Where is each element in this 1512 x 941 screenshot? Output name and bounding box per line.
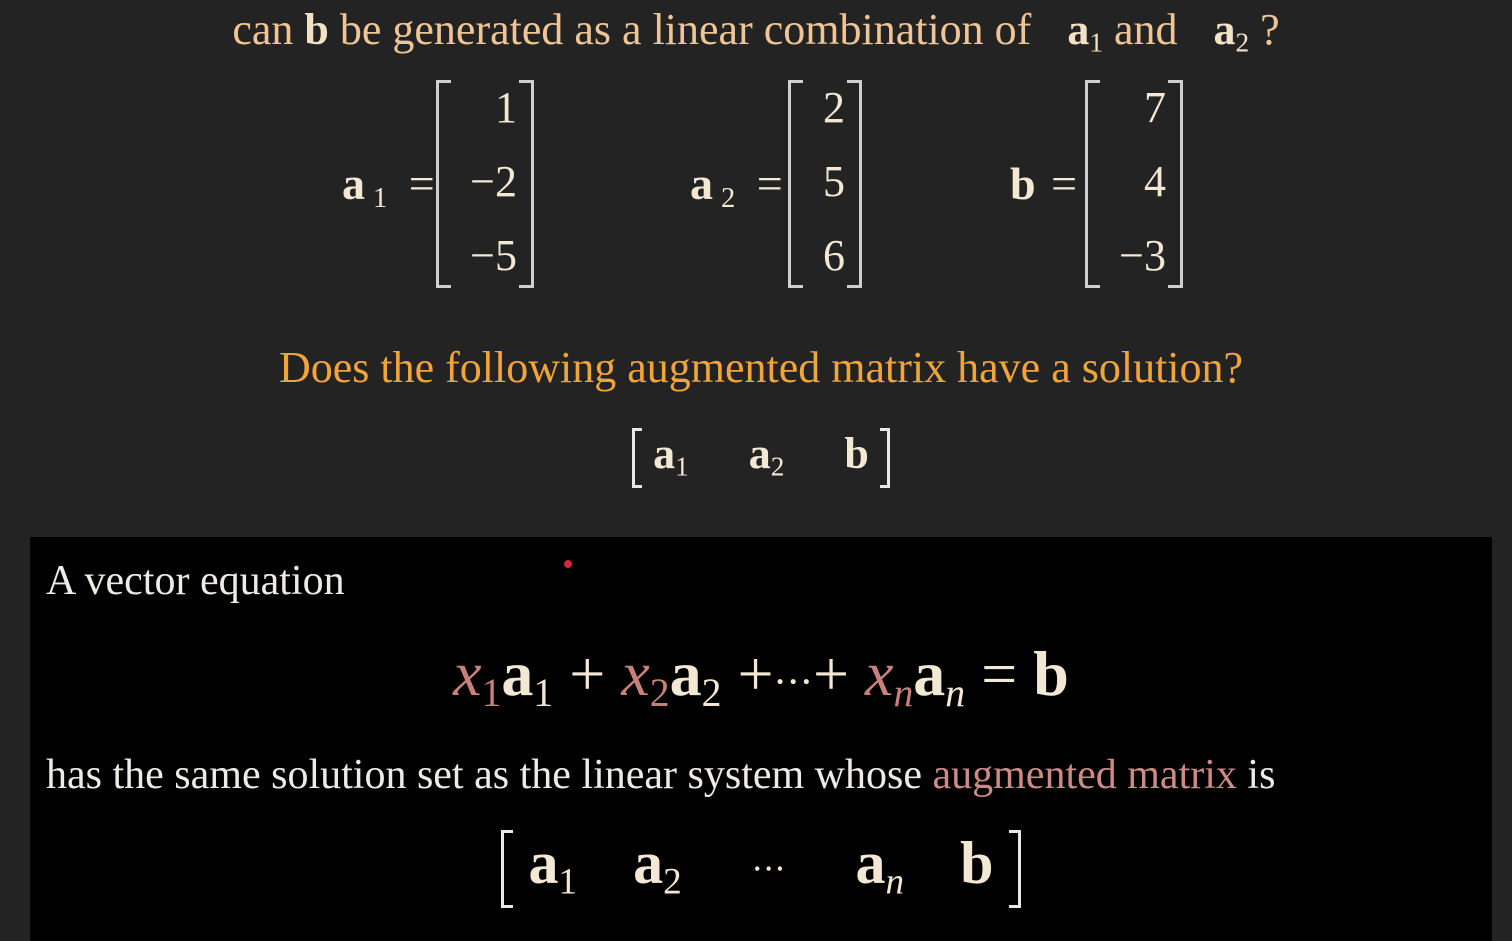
vector-a1-equals: =	[408, 158, 435, 209]
question-line	[0, 4, 1512, 58]
question-a1: a	[1067, 5, 1090, 54]
eq-plus: +	[569, 638, 606, 709]
vector-b-matrix	[1085, 80, 1183, 288]
vector-a1-label	[342, 157, 435, 214]
vector-a1-entry: 1	[495, 83, 517, 132]
question-mid: be generated as a linear combination of	[339, 5, 1032, 54]
question-and: and	[1113, 5, 1178, 54]
question-a2-sub: 2	[1235, 27, 1250, 58]
eq-dots: ⋅⋅⋅	[773, 662, 813, 704]
aug-col-a1-sub: 1	[675, 451, 689, 482]
vector-b-entry: −3	[1119, 231, 1166, 280]
question-a2: a	[1213, 5, 1236, 54]
vector-a2-sub: 2	[721, 182, 736, 214]
augmented-matrix-question: Does the following augmented matrix have a solution?	[278, 343, 1244, 392]
right-bracket	[880, 428, 890, 488]
panel-text-highlight: augmented matrix	[932, 752, 1237, 798]
gen-aug-an-sub: n	[885, 861, 905, 903]
eq-x1-sub: 1	[481, 671, 502, 716]
vector-equation	[30, 637, 1492, 716]
question-a1-sub: 1	[1089, 27, 1103, 58]
eq-a1: a	[501, 638, 534, 709]
eq-a2-sub: 2	[701, 671, 722, 716]
vector-b-name: b	[1010, 158, 1036, 209]
eq-b: b	[1033, 638, 1069, 709]
eq-plus: +	[737, 638, 774, 709]
right-bracket	[1009, 830, 1021, 908]
vector-a1-matrix	[436, 80, 534, 288]
vector-a1-name: a	[342, 158, 365, 209]
eq-x2: x	[621, 638, 650, 709]
question-pre: can	[232, 5, 294, 54]
question-end: ?	[1260, 5, 1280, 54]
eq-a2: a	[669, 638, 702, 709]
panel-text-post: is	[1247, 752, 1276, 798]
augmented-matrix-top	[0, 428, 1512, 488]
panel-heading: A vector equation	[46, 558, 345, 604]
vector-a2-equals: =	[756, 158, 783, 209]
vector-b-label	[1010, 157, 1077, 210]
eq-an-sub: n	[945, 671, 966, 716]
gen-aug-a1: a	[528, 830, 559, 896]
pointer-dot	[564, 560, 572, 568]
vector-a2-matrix	[788, 80, 862, 288]
vector-a2-entry: 6	[823, 231, 845, 280]
vector-a2-entry: 5	[823, 157, 845, 206]
left-bracket	[632, 428, 642, 488]
left-bracket	[501, 830, 513, 908]
gen-aug-an: a	[855, 830, 886, 896]
vector-b-equals: =	[1051, 158, 1078, 209]
vector-a1-sub: 1	[373, 182, 388, 214]
panel-explanation	[46, 751, 1275, 799]
vector-b-entry: 7	[1144, 83, 1166, 132]
gen-aug-a2: a	[633, 830, 664, 896]
eq-plus: +	[812, 638, 850, 709]
eq-equals: =	[981, 638, 1018, 709]
aug-col-a1: a	[653, 429, 676, 479]
gen-aug-a2-sub: 2	[663, 861, 682, 903]
augmented-matrix-general	[30, 829, 1492, 908]
vector-a1-entry: −2	[470, 157, 517, 206]
vector-a1-entry: −5	[470, 231, 517, 280]
aug-col-b: b	[844, 429, 869, 479]
aug-col-a2: a	[748, 429, 771, 479]
eq-a1-sub: 1	[533, 671, 554, 716]
vector-a2-name: a	[690, 158, 713, 209]
aug-col-a2-sub: 2	[770, 451, 785, 482]
eq-an: a	[913, 638, 946, 709]
vector-a2-entry: 2	[823, 83, 845, 132]
gen-aug-a1-sub: 1	[558, 861, 578, 903]
eq-xn-sub: n	[893, 671, 914, 716]
eq-x2-sub: 2	[649, 671, 670, 716]
eq-x1: x	[453, 638, 482, 709]
panel-text-pre: has the same solution set as the linear system whose	[46, 752, 922, 798]
gen-aug-b: b	[960, 830, 994, 896]
vector-a2-label	[690, 157, 783, 214]
vector-b-entry: 4	[1144, 157, 1166, 206]
gen-aug-dots: ⋅⋅⋅	[751, 852, 786, 889]
definition-panel	[30, 537, 1492, 941]
eq-xn: x	[865, 638, 894, 709]
question-b: b	[304, 5, 329, 54]
